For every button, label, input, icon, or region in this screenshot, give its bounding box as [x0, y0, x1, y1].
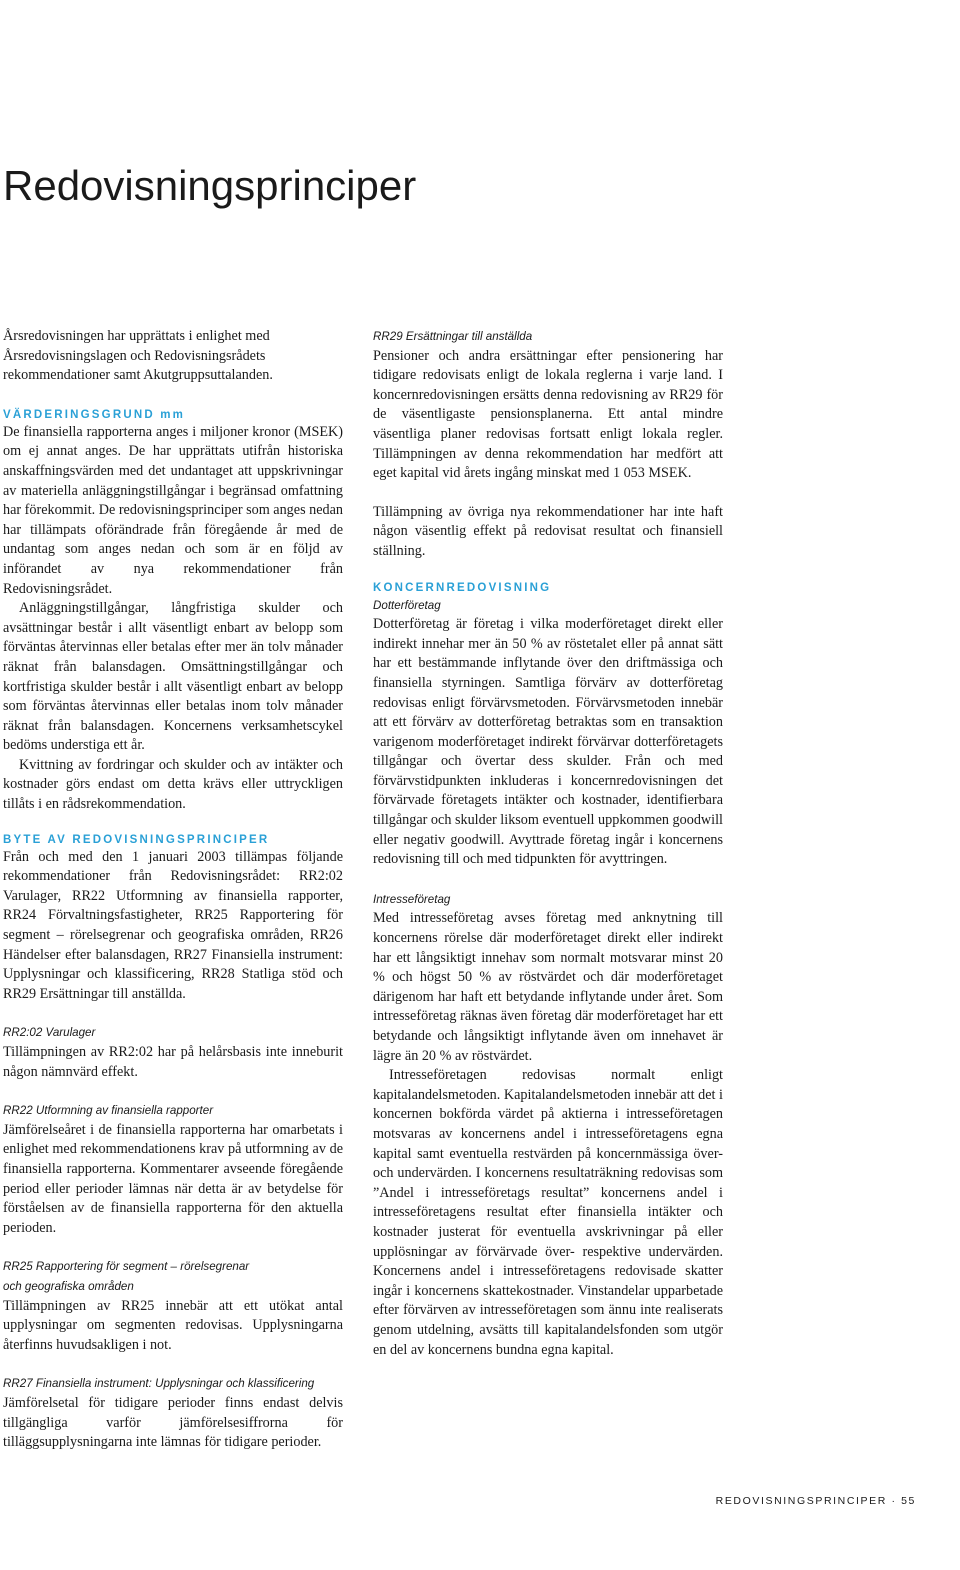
paragraph-rr202: Tillämpningen av RR2:02 har på helårsbasis inte inneburit någon nämnvärd effekt.	[3, 1044, 343, 1080]
subheading-rr202: RR2:02 Varulager	[3, 1026, 96, 1040]
page-title: Redovisningsprinciper	[3, 162, 417, 209]
paragraph-rr25: Tillämpningen av RR25 innebär att ett utökat antal upplysningar om segmenten redovisas. Upplysningarna återfinns huvudsakligen i not.	[3, 1297, 343, 1353]
footer-section-label: REDOVISNINGSPRINCIPER	[715, 1495, 887, 1507]
page-number: 55	[901, 1495, 916, 1507]
paragraph-rr22: Jämförelseåret i de finansiella rapporterna har omarbetats i enlighet med rekommendationens krav på utformning av de finansiella rapporterna. Kommentarer avseende föregående period eller perioder lämnas när detta är av betydelse för förståelsen av de finansiella rapporterna för den aktuella perioden.	[3, 1121, 343, 1236]
footer-separator: ·	[891, 1495, 897, 1507]
paragraph-rr29: Pensioner och andra ersättningar efter pensionering har tidigare redovisats enligt de lokala reglerna i varje land. I koncernredovisningen ersätts denna redovisning av RR29 för de väsentligaste pensionsplanerna. Ett antal mindre väsentliga planer redovisas fortsatt enligt lokala regler. Tillämpningen av denna rekommendation har medfört att eget kapital vid årets ingång minskat med 1 053 MSEK.	[373, 347, 723, 482]
intro-paragraph: Årsredovisningen har upprättats i enlighet med Årsredovisningslagen och Redovisningsrådets rekommendationer samt Akutgruppsuttalanden.	[3, 328, 273, 384]
paragraph-ovriga: Tillämpning av övriga nya rekommendationer har inte haft någon väsentlig effekt på redovisat resultat och finansiell ställning.	[373, 503, 723, 559]
heading-varderingsgrund: VÄRDERINGSGRUND mm	[3, 408, 186, 421]
subheading-dotterforetag: Dotterföretag	[373, 598, 441, 612]
page-footer	[716, 1495, 916, 1507]
subheading-rr29: RR29 Ersättningar till anställda	[373, 330, 533, 343]
left-column	[3, 327, 343, 1453]
right-column	[373, 327, 723, 1360]
subheading-rr25-line-2: och geografiska områden	[3, 1279, 134, 1293]
paragraph-rr27: Jämförelsetal för tidigare perioder finns endast delvis tillgängliga varför jämförelsesiffrorna för tilläggsupplysningarna inte lämnas för tidigare perioder.	[3, 1394, 343, 1451]
subheading-rr27: RR27 Finansiella instrument: Upplysningar och klassificering	[3, 1377, 315, 1391]
paragraph-varderingsgrund-1: De finansiella rapporterna anges i miljoner kronor (MSEK) om ej annat anges. De har upprättats utifrån historiska anskaffningsvärden med det undantaget att uppskrivningar av materiella anläggningstillgångar i begränsad omfattning har förekommit. De redovisningsprinciper som anges nedan har tillämpats oförändrade från föregående år med de undantag som anges nedan och som är en följd av införandet av nya rekommendationer från Redovisningsrådet.	[3, 423, 344, 597]
heading-koncernredovisning: KONCERNREDOVISNING	[373, 581, 552, 594]
subheading-rr22: RR22 Utformning av finansiella rapporter	[3, 1104, 214, 1118]
paragraph-intresseforetag-1: Med intresseföretag avses företag med anknytning till koncernens rörelse där moderföretaget direkt eller indirekt har ett långsiktigt innehav som normalt motsvarar minst 20 % och högst 50 % av röstvärdet och där moderföretaget därigenom har haft ett betydande inflytande under året. Som intresseföretag räknas även företag där moderföretaget har ett betydande och långsiktigt inflytande även om innehavet är lägre än 20 % av röstvärdet.	[373, 910, 723, 1064]
paragraph-varderingsgrund-2: Anläggningstillgångar, långfristiga skulder och avsättningar består i allt väsentligt enbart av belopp som förväntas återvinnas eller betalas efter mer än tolv månader räknat från balansdagen. Omsättningstillgångar och kortfristiga skulder består i allt väsentligt enbart av belopp som förväntas återvinnas eller betalas inom tolv månader räknat från balansdagen. Koncernens verksamhetscykel bedöms understiga ett år.	[3, 600, 343, 754]
paragraph-dotterforetag: Dotterföretag är företag i vilka moderföretaget direkt eller indirekt innehar mer än 50 % av röstetalet eller på annat sätt har ett bestämmande inflytande över den driftmässiga och finansiella styrningen. Samtliga förvärv av dotterföretag redovisas enligt förvärvsmetoden. Förvärvsmetoden innebär att ett förvärv av dotterföretag betraktas som en transaktion varigenom moderföretaget indirekt förvärvar dotterföretagets tillgångar och övertar dess skulder. Från och med förvärvstidpunkten inkluderas i koncernredovisningen det förvärvade företagets intäkter och kostnader, identifierbara tillgångar och skulder liksom eventuell uppkommen goodwill eller negativ goodwill. Avyttrade företag ingår i koncernens redovisning till och med tidpunkten för avyttringen.	[373, 616, 723, 868]
heading-byte: BYTE AV REDOVISNINGSPRINCIPER	[3, 833, 270, 846]
paragraph-varderingsgrund-3: Kvittning av fordringar och skulder och av intäkter och kostnader görs endast om detta krävs eller uttryckligen tillåts i en rådsrekommendation.	[3, 756, 343, 813]
paragraph-byte: Från och med den 1 januari 2003 tillämpas följande rekommendationer från Redovisningsrådet: RR2:02 Varulager, RR22 Utformning av finansiella rapporter, RR24 Förvaltningsfastigheter, RR25 Rapportering för segment – rörelsegrenar och geografiska områden, RR26 Händelser efter balansdagen, RR27 Finansiella instrument: Upplysningar och klassificering, RR28 Statliga stöd och RR29 Ersättningar till anställda.	[3, 848, 343, 1002]
paragraph-intresseforetag-2: Intresseföretagen redovisas normalt enligt kapitalandelsmetoden. Kapitalandelsmetoden innebär att det i koncernen bokförda värdet på aktierna i intresseföretagen motsvaras av koncernens andel i intresseföretagens egna kapital samt eventuella restvärden på koncernmässiga över- och undervärden. I koncernens resultaträkning redovisas som ”Andel i intresseföretags resultat” koncernens andel i intresseföretagens resultat efter finansiella intäkter och kostnader justerat för eventuella avskrivningar på eller upplösningar av förvärvade över- respektive undervärden. Koncernens andel i intresseföretagens redovisade skatter ingår i koncernens skattekostnader. Vinstandelar upparbetade efter förvärven av intresseföretagen som ännu inte realiserats genom utdelning, avsätts till kapitalandelsfonden som utgör en del av koncernens bundna egna kapital.	[373, 1067, 723, 1358]
subheading-rr25-line-1: RR25 Rapportering för segment – rörelsegrenar	[3, 1260, 250, 1274]
subheading-intresseforetag: Intresseföretag	[373, 892, 451, 906]
